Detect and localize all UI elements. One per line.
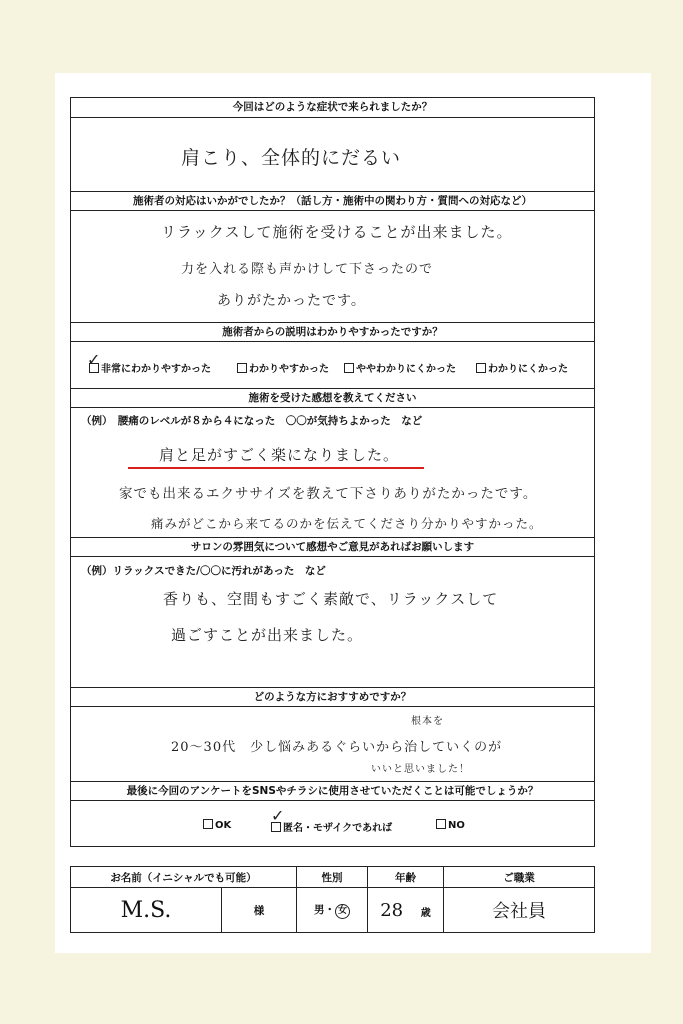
- q5-line-1: 香りも、空間もすごく素敵で、リラックスして: [163, 590, 499, 608]
- q6-title: どのような方におすすめですか？: [71, 687, 594, 707]
- gender-value: 男・ 女: [297, 888, 368, 933]
- q4-line-1: 肩と足がすごく楽になりました。: [159, 446, 400, 464]
- circled-female: 女: [335, 904, 350, 919]
- q5-example: （例）リラックスできた/〇〇に汚れがあった など: [81, 565, 326, 577]
- checkbox-icon: [237, 363, 247, 373]
- check-mark-icon: ✓: [87, 350, 101, 369]
- job-label: ご職業: [444, 867, 595, 888]
- checkbox-icon: [203, 819, 213, 829]
- q5-line-2: 過ごすことが出来ました。: [171, 626, 364, 644]
- q1-answer: 肩こり、全体的にだるい: [181, 147, 402, 169]
- survey-form: [70, 97, 595, 847]
- name-label: お名前（イニシャルでも可能）: [71, 867, 297, 888]
- q6-answer: 20～30代 少し悩みあるぐらいから治していくのが: [171, 740, 503, 755]
- respondent-info-table: [70, 866, 595, 933]
- q3-option-1: 非常にわかりやすかった: [89, 360, 211, 375]
- q3-option-2: わかりやすかった: [237, 360, 329, 375]
- checkbox-icon: [476, 363, 486, 373]
- q2-line-3: ありがたかったです。: [217, 293, 366, 309]
- checkbox-icon: [436, 819, 446, 829]
- q3-option-3: ややわかりにくかった: [344, 360, 456, 375]
- q4-example: （例） 腰痛のレベルが８から４になった 〇〇が気持ちよかった など: [81, 415, 423, 427]
- q5-title: サロンの雰囲気について感想やご意見があればお願いします: [71, 537, 594, 557]
- red-underline: [128, 467, 424, 469]
- q6-sub: いいと思いました！: [371, 764, 470, 775]
- age-label: 年齢: [368, 867, 444, 888]
- name-value: M.S.: [71, 888, 222, 933]
- job-value: 会社員: [444, 888, 595, 933]
- q4-line-2: 家でも出来るエクササイズを教えて下さりありがたかったです。: [119, 486, 538, 502]
- check-mark-icon: ✓: [271, 806, 285, 825]
- q7-option-ok: OK: [203, 819, 231, 831]
- age-value: 28 歳: [368, 888, 444, 933]
- q4-line-3: 痛みがどこから来てるのかを伝えてくださり分かりやすかった。: [151, 516, 543, 531]
- checkbox-icon: [344, 363, 354, 373]
- q4-title: 施術を受けた感想を教えてください: [71, 388, 594, 408]
- sama-label: 様: [222, 888, 297, 933]
- q3-option-4: わかりにくかった: [476, 360, 568, 375]
- q2-line-2: 力を入れる際も声かけして下さったので: [181, 262, 434, 277]
- q7-title: 最後に今回のアンケートをSNSやチラシに使用させていただくことは可能でしょうか？: [71, 781, 594, 801]
- q7-option-no: NO: [436, 819, 465, 831]
- q2-line-1: リラックスして施術を受けることが出来ました。: [161, 223, 513, 241]
- gender-label: 性別: [297, 867, 368, 888]
- q1-title: 今回はどのような症状で来られましたか？: [71, 98, 594, 118]
- q2-title: 施術者の対応はいかがでしたか？（話し方・施術中の関わり方・質問への対応など）: [71, 191, 594, 211]
- q6-insert: 根本を: [411, 716, 444, 727]
- q3-title: 施術者からの説明はわかりやすかったですか？: [71, 322, 594, 342]
- q7-option-anonymous: 匿名・モザイクであれば: [271, 819, 392, 834]
